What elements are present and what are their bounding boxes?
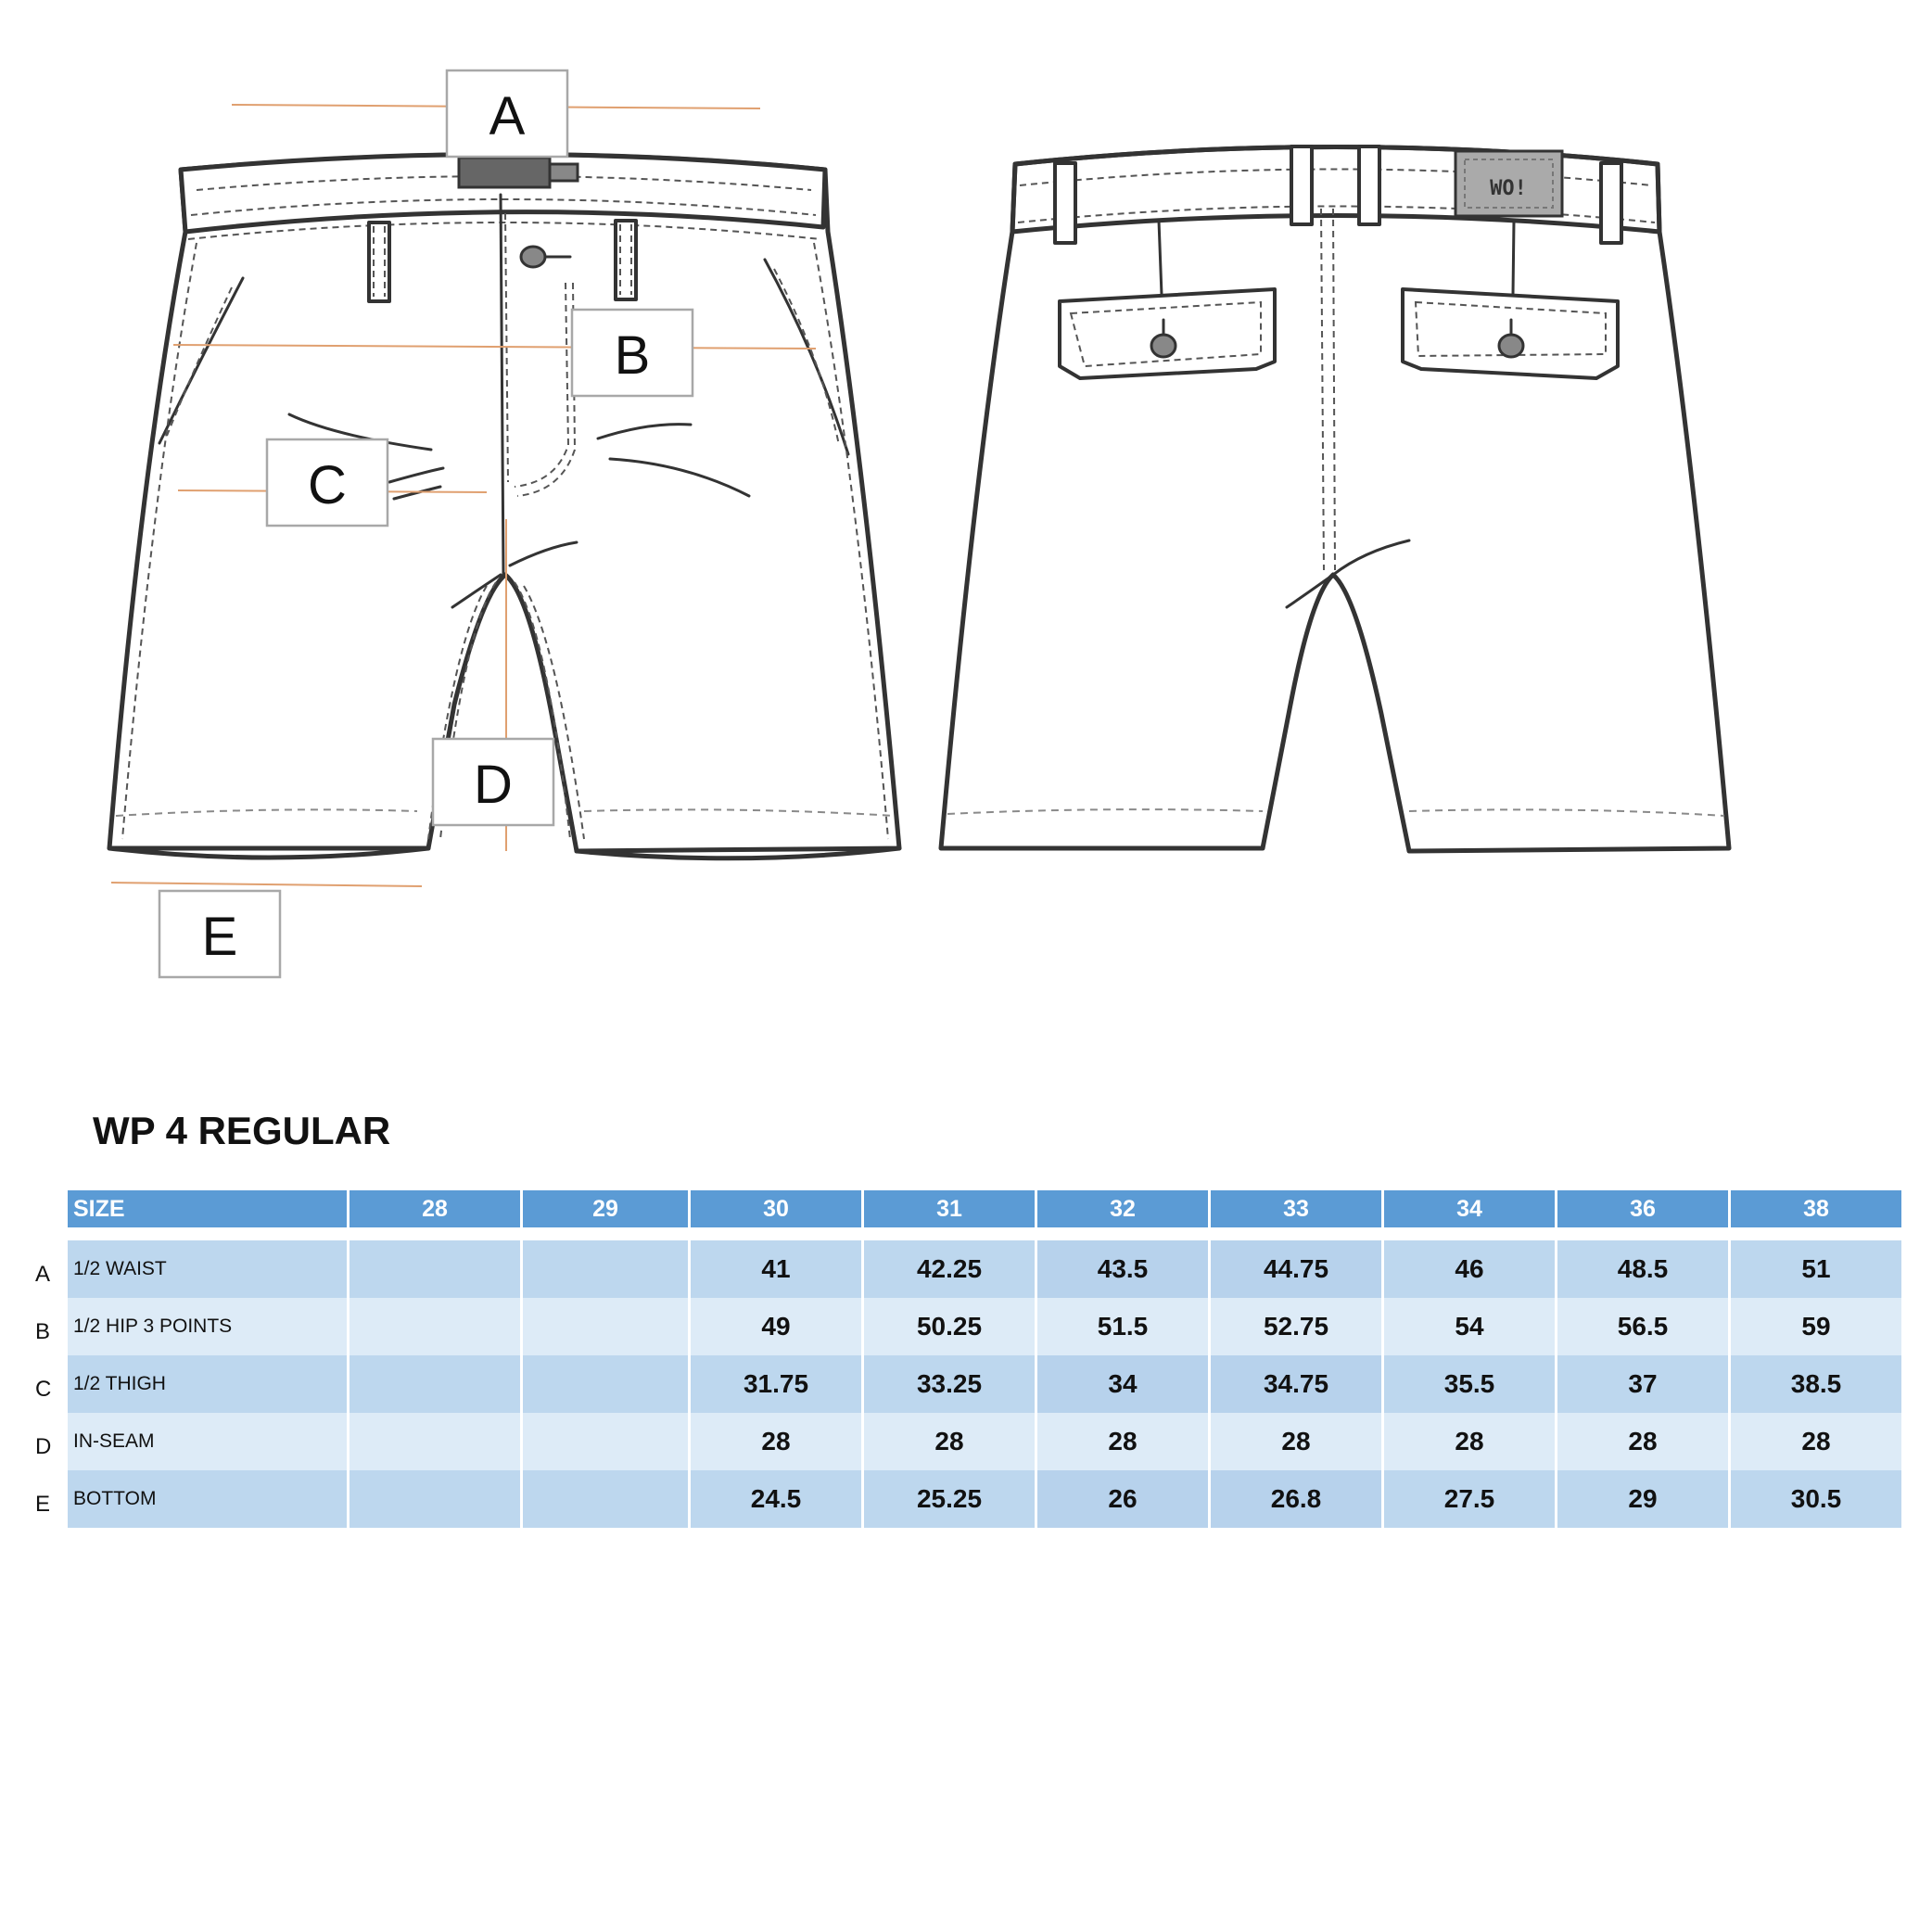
- size-29: 29: [523, 1190, 688, 1227]
- back-view-shorts: [941, 146, 1729, 851]
- measurement-value: 33.25: [864, 1355, 1035, 1413]
- callout-a-label: A: [489, 86, 526, 146]
- measurement-value: 29: [1557, 1470, 1728, 1528]
- measurement-value: 49: [691, 1298, 861, 1355]
- measurement-value: 44.75: [1211, 1240, 1381, 1298]
- row-letter-e: E: [35, 1492, 51, 1517]
- size-30: 30: [691, 1190, 861, 1227]
- size-header-row: [68, 1190, 1901, 1227]
- size-32: 32: [1037, 1190, 1208, 1227]
- callout-b-label: B: [614, 325, 651, 386]
- measurement-value: 42.25: [864, 1240, 1035, 1298]
- row-letter-b: B: [35, 1319, 51, 1344]
- measurement-value: 37: [1557, 1355, 1728, 1413]
- measurement-value: 38.5: [1731, 1355, 1901, 1413]
- measurement-value: 34: [1037, 1355, 1208, 1413]
- measurement-label: 1/2 HIP 3 POINTS: [68, 1298, 347, 1355]
- measurement-value: 52.75: [1211, 1298, 1381, 1355]
- measurement-value: 34.75: [1211, 1355, 1381, 1413]
- measurement-value: 26: [1037, 1470, 1208, 1528]
- measurement-value: [350, 1355, 520, 1413]
- measurement-value: 50.25: [864, 1298, 1035, 1355]
- callout-e-label: E: [201, 907, 238, 967]
- measurement-value: 28: [691, 1413, 861, 1470]
- size-36: 36: [1557, 1190, 1728, 1227]
- table-row: [68, 1298, 1901, 1355]
- measurement-value: 43.5: [1037, 1240, 1208, 1298]
- measurement-label: 1/2 WAIST: [68, 1240, 347, 1298]
- measurement-value: [350, 1298, 520, 1355]
- measurement-value: 28: [1557, 1413, 1728, 1470]
- measurement-value: [523, 1298, 688, 1355]
- table-row: [68, 1413, 1901, 1470]
- callout-c-label: C: [308, 455, 347, 515]
- measurement-value: [523, 1355, 688, 1413]
- measurement-value: [350, 1413, 520, 1470]
- callout-a: [447, 70, 567, 157]
- measurement-value: [350, 1240, 520, 1298]
- measurement-value: 28: [1211, 1413, 1381, 1470]
- callout-b: [572, 310, 693, 396]
- measurement-value: 27.5: [1384, 1470, 1555, 1528]
- size-chart-table: [65, 1190, 1904, 1528]
- back-label-text: WO!: [1490, 177, 1527, 200]
- size-34: 34: [1384, 1190, 1555, 1227]
- measurement-value: [523, 1240, 688, 1298]
- measurement-value: 51.5: [1037, 1298, 1208, 1355]
- measurement-value: 51: [1731, 1240, 1901, 1298]
- size-28: 28: [350, 1190, 520, 1227]
- measurement-label: IN-SEAM: [68, 1413, 347, 1470]
- size-chart-title: WP 4 REGULAR: [93, 1109, 391, 1152]
- callout-c: [267, 439, 388, 526]
- measurement-value: [523, 1470, 688, 1528]
- callout-d-label: D: [474, 755, 513, 815]
- callout-d: [433, 739, 553, 825]
- measurement-value: 28: [1384, 1413, 1555, 1470]
- row-letter-c: C: [35, 1377, 52, 1402]
- measurement-value: 46: [1384, 1240, 1555, 1298]
- size-38: 38: [1731, 1190, 1901, 1227]
- table-row: [68, 1240, 1901, 1298]
- measurement-value: 28: [864, 1413, 1035, 1470]
- size-33: 33: [1211, 1190, 1381, 1227]
- row-letter-a: A: [35, 1262, 51, 1287]
- measurement-value: 59: [1731, 1298, 1901, 1355]
- table-row: [68, 1355, 1901, 1413]
- measurement-value: 28: [1037, 1413, 1208, 1470]
- callout-e: [159, 891, 280, 977]
- row-letter-d: D: [35, 1434, 52, 1459]
- measurement-value: [523, 1413, 688, 1470]
- measurement-value: 30.5: [1731, 1470, 1901, 1528]
- measurement-label: 1/2 THIGH: [68, 1355, 347, 1413]
- measurement-value: 48.5: [1557, 1240, 1728, 1298]
- measurement-value: 31.75: [691, 1355, 861, 1413]
- measurement-value: 28: [1731, 1413, 1901, 1470]
- measurement-value: 41: [691, 1240, 861, 1298]
- measurement-value: 56.5: [1557, 1298, 1728, 1355]
- measurement-value: 26.8: [1211, 1470, 1381, 1528]
- measurement-value: 24.5: [691, 1470, 861, 1528]
- size-31: 31: [864, 1190, 1035, 1227]
- table-row: [68, 1470, 1901, 1528]
- measurement-value: [350, 1470, 520, 1528]
- measurement-value: 25.25: [864, 1470, 1035, 1528]
- measurement-value: 35.5: [1384, 1355, 1555, 1413]
- measurement-label: BOTTOM: [68, 1470, 347, 1528]
- measurement-value: 54: [1384, 1298, 1555, 1355]
- size-header-label: SIZE: [68, 1190, 347, 1227]
